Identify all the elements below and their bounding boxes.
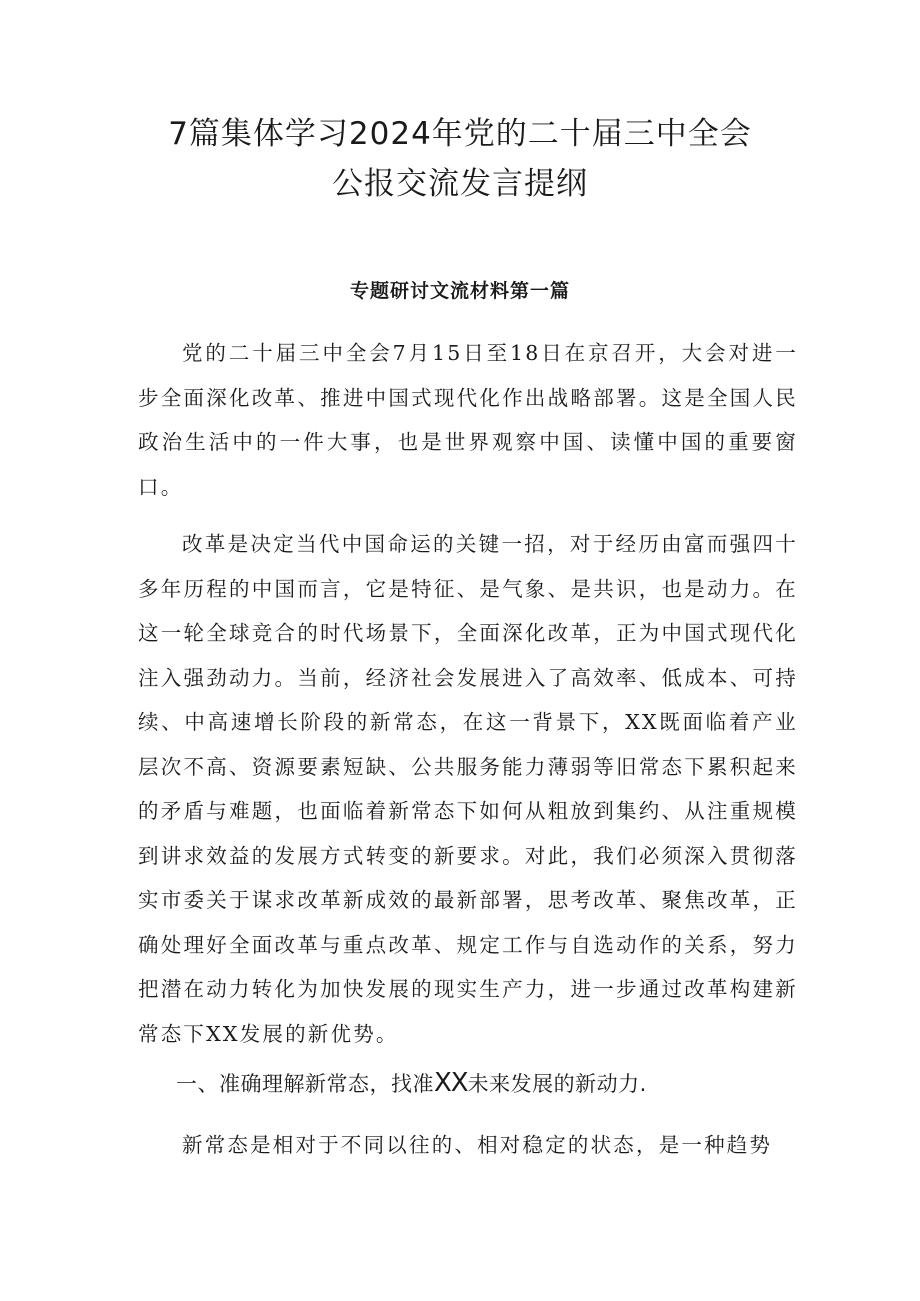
heading-prefix: 一、准确理解新常态，找准 [176,1072,434,1096]
section-title: 专题研讨文流材料第一篇 [349,280,570,302]
heading-suffix: 未来发展的新动力. [467,1072,647,1096]
heading-xx: XX [434,1068,468,1098]
paragraph-2: 改革是决定当代中国命运的关键一招，对于经历由富而强四十多年历程的中国而言，它是特征、是气象、是共识，也是动力。在这一轮全球竞合的时代场景下，全面深化改革，正为中国式现代化注入强劲动力。当前，经济社会发展进入了高效率、低成本、可持续、中高速增长阶段的新常态，在这一背景下，XX既面临着产业层次不高、资源要素短缺、公共服务能力薄弱等旧常态下累积起来的矛盾与难题，也面临着新常态下如何从粗放到集约、从注重规模到讲求效益的发展方式转变的新要求。对此，我们必须深入贯彻落实市委关于谋求改革新成效的最新部署，思考改革、聚焦改革，正确处理好全面改革与重点改革、规定工作与自选动作的关系，努力把潜在动力转化为加快发展的现实生产力，进一步通过改革构建新常态下XX发展的新优势。 [138,532,798,1046]
heading-level-1 [176,1068,647,1098]
document-title-line-2: 公报交流发言提纲 [332,166,588,202]
paragraph-1: 党的二十届三中全会7月15日至18日在京召开，大会对进一步全面深化改革、推进中国式现代化作出战略部署。这是全国人民政治生活中的一件大事，也是世界观察中国、读懂中国的重要窗口。 [138,341,798,499]
paragraph-3: 新常态是相对于不同以往的、相对稳定的状态，是一种趋势 [182,1133,773,1157]
document-title-line-1: 7篇集体学习2024年党的二十届三中全会 [168,116,752,152]
